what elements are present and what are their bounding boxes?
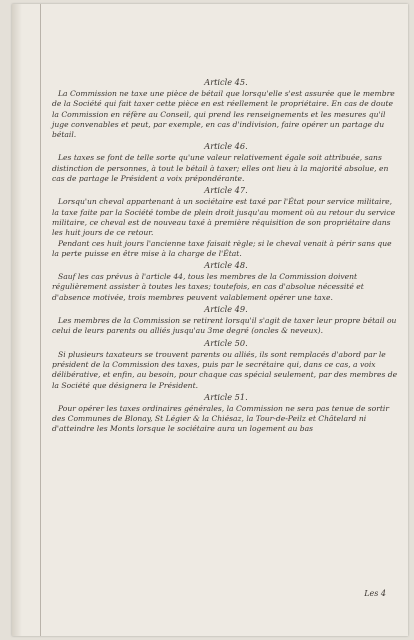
page-binding-edge <box>12 4 22 636</box>
article-text: Les membres de la Commission se retirent lorsqu'il s'agit de taxer leur propre bétail ou celui de leurs parents ou alliés jusqu'au 3me degré (oncles & neveux). <box>52 316 397 336</box>
article-heading: Article 51. <box>204 391 248 402</box>
article-47 <box>52 185 400 238</box>
article-text: Lorsqu'un cheval appartenant à un sociétaire est taxé par l'État pour service militaire, la taxe faite par la Société tombe de plein droit jusqu'au moment où au retour du service militaire, ce cheval est de nouveau taxé à première réquisition de son propriétaire dans les huit jours de ce retour. <box>52 197 396 238</box>
article-45 <box>52 77 400 140</box>
article-text: Sauf les cas prévus à l'article 44, tous les membres de la Commission doivent régulièrement assister à toutes les taxes; toutefois, en cas d'absolue nécessité et d'absence motivée, trois membres peuvent valablement opérer une taxe. <box>52 272 364 302</box>
article-49 <box>52 304 400 337</box>
article-47-continued <box>52 239 400 260</box>
article-heading: Article 49. <box>204 304 248 315</box>
article-text: Si plusieurs taxateurs se trouvent parents ou alliés, ils sont remplacés d'abord par le président de la Commission des taxes, puis par le secrétaire qui, dans ce cas, a voix délibérative, et enfin, au besoin, pour chaque cas spécial seulement, par des membres de la Société que désignera le Président. <box>52 349 398 390</box>
article-body <box>52 76 400 435</box>
article-text: La Commission ne taxe une pièce de bétail que lorsqu'elle s'est assurée que le membre de la Société qui fait taxer cette pièce en est réellement le propriétaire. En cas de doute la Commission en réfère au Conseil, qui prend les renseignements et les mesures qu'il juge convenables et peut, par exemple, en cas d'indivision, faire opérer un partage du bétail. <box>52 89 395 140</box>
article-51 <box>52 392 400 435</box>
article-text: Pour opérer les taxes ordinaires générales, la Commission ne sera pas tenue de sortir des Communes de Blonay, St Légier & la Chiésaz, la Tour-de-Peilz et Châtelard ni d'atteindre les Monts lorsque le sociétaire aura un logement au bas <box>52 403 389 434</box>
article-50 <box>52 338 400 391</box>
article-heading: Article 48. <box>204 260 248 271</box>
article-46 <box>52 141 400 184</box>
article-heading: Article 47. <box>204 185 248 196</box>
article-heading: Article 46. <box>204 141 248 152</box>
margin-rule <box>40 4 41 636</box>
article-heading: Article 50. <box>204 337 248 348</box>
article-text: Pendant ces huit jours l'ancienne taxe faisait règle; si le cheval venait à périr sans que la perte puisse en être mise à la charge de l'État. <box>52 238 392 258</box>
article-heading: Article 45. <box>204 77 248 87</box>
article-text: Les taxes se font de telle sorte qu'une valeur relativement égale soit attribuée, sans distinction de personnes, à tout le bétail à taxer; elles ont lieu à la majorité absolue, en cas de partage le Président a voix prépondérante. <box>52 153 389 184</box>
article-48 <box>52 260 400 303</box>
document-page <box>12 4 408 636</box>
catchword: Les 4 <box>364 589 386 598</box>
